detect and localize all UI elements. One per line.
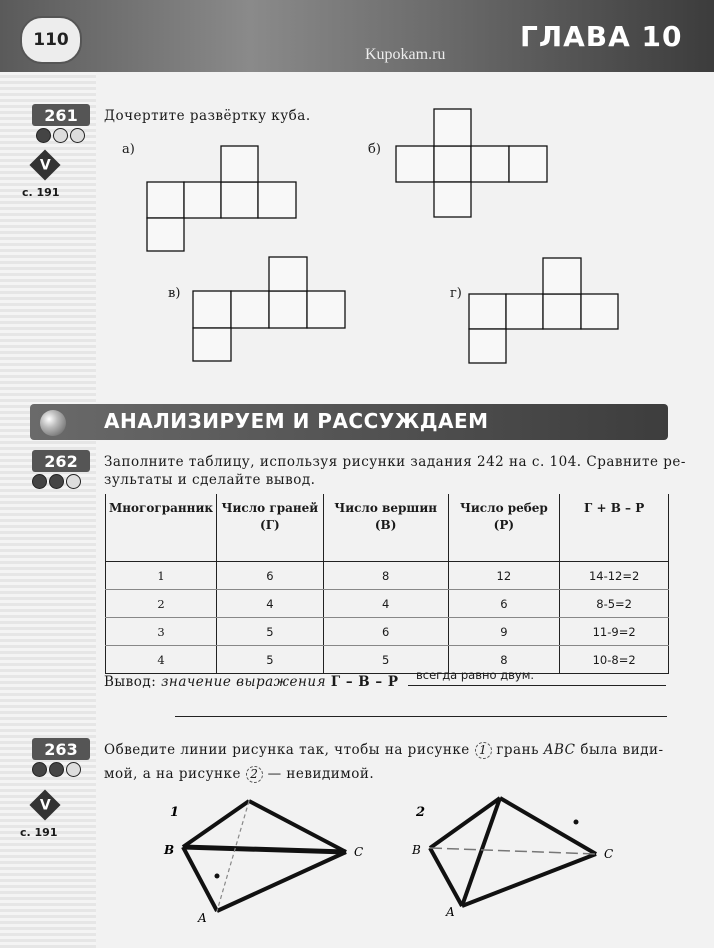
net-label-a: а) bbox=[122, 142, 135, 157]
task-mark-icon: V bbox=[29, 789, 60, 820]
vertex-label-a: A bbox=[198, 911, 207, 925]
difficulty-dot bbox=[49, 762, 64, 777]
table-row bbox=[106, 618, 669, 646]
table-header: Многогранник bbox=[106, 494, 217, 562]
answer-line bbox=[175, 716, 667, 717]
task-263-text-part: грань bbox=[496, 742, 539, 758]
vertex-label-a: A bbox=[446, 905, 455, 919]
tetrahedra-figure bbox=[0, 790, 714, 948]
table-cell: 4 bbox=[323, 590, 448, 618]
table-cell: 1 bbox=[106, 562, 217, 590]
table-cell: 4 bbox=[216, 590, 323, 618]
task-263-text-part: была види- bbox=[580, 742, 664, 758]
table-cell: 8 bbox=[448, 646, 560, 674]
table-row bbox=[106, 562, 669, 590]
difficulty-dot bbox=[32, 474, 47, 489]
table-header: Число вершин (В) bbox=[323, 494, 448, 562]
vertex-label-c: C bbox=[354, 845, 364, 859]
task-262-text-line2: зультаты и сделайте вывод. bbox=[104, 472, 316, 488]
conclusion-answer: всегда равно двум. bbox=[416, 668, 535, 682]
net-label-v: в) bbox=[168, 286, 181, 301]
cube-nets-figure bbox=[0, 0, 714, 400]
figure-1-number: 1 bbox=[170, 805, 180, 820]
section-title: АНАЛИЗИРУЕМ И РАССУЖДАЕМ bbox=[104, 409, 489, 433]
table-cell: 6 bbox=[448, 590, 560, 618]
chapter-title: ГЛАВА 10 bbox=[520, 20, 683, 53]
task-263-text bbox=[104, 738, 670, 786]
conclusion-label: Вывод: bbox=[104, 674, 157, 690]
face-name: ABC bbox=[543, 742, 576, 758]
table-cell: 10-8=2 bbox=[560, 646, 669, 674]
vertex-label-c: C bbox=[604, 847, 614, 861]
table-cell: 5 bbox=[216, 646, 323, 674]
net-label-b: б) bbox=[368, 142, 381, 157]
difficulty-dot bbox=[66, 474, 81, 489]
table-cell: 12 bbox=[448, 562, 560, 590]
table-cell: 4 bbox=[106, 646, 217, 674]
difficulty-dots bbox=[32, 474, 81, 489]
table-cell: 2 bbox=[106, 590, 217, 618]
section-ball-icon bbox=[40, 410, 66, 436]
task-263-text-part: — невидимой. bbox=[267, 766, 375, 782]
task-mark-icon: V bbox=[29, 149, 60, 180]
table-cell: 5 bbox=[216, 618, 323, 646]
table-cell: 8 bbox=[323, 562, 448, 590]
task-262-number: 262 bbox=[32, 450, 90, 472]
difficulty-dot bbox=[32, 762, 47, 777]
task-263-number: 263 bbox=[32, 738, 90, 760]
page-number: 110 bbox=[20, 16, 82, 64]
figure-ref-2: 2 bbox=[246, 766, 263, 783]
table-cell: 5 bbox=[323, 646, 448, 674]
conclusion-italic: значение выражения bbox=[161, 674, 327, 690]
table-cell: 6 bbox=[323, 618, 448, 646]
watermark-text: Kupokam.ru bbox=[365, 46, 446, 63]
task-261-number: 261 bbox=[32, 104, 90, 126]
table-header: Г + В – Р bbox=[560, 494, 669, 562]
vertex-label-b: B bbox=[164, 843, 175, 857]
table-header: Число ребер (Р) bbox=[448, 494, 560, 562]
difficulty-dot bbox=[66, 762, 81, 777]
cube-net-v bbox=[193, 257, 345, 361]
figure-2-number: 2 bbox=[416, 805, 426, 820]
task-261-text: Дочертите развёртку куба. bbox=[104, 108, 311, 124]
table-cell: 6 bbox=[216, 562, 323, 590]
table-header: Число граней (Г) bbox=[216, 494, 323, 562]
table-cell: 14-12=2 bbox=[560, 562, 669, 590]
conclusion-expression: Г – В – Р bbox=[330, 674, 399, 690]
table-row bbox=[106, 590, 669, 618]
task-262-text-line1: Заполните таблицу, используя рисунки задания 242 на с. 104. Сравните ре- bbox=[104, 454, 686, 470]
tetrahedron-2 bbox=[430, 798, 596, 906]
cube-net-g bbox=[469, 258, 618, 363]
polyhedra-table bbox=[105, 494, 669, 674]
figure-ref-1: 1 bbox=[475, 742, 492, 759]
difficulty-dot bbox=[49, 474, 64, 489]
cube-net-b bbox=[396, 109, 547, 217]
table-cell: 8-5=2 bbox=[560, 590, 669, 618]
cube-net-a bbox=[147, 146, 296, 251]
table-cell: 9 bbox=[448, 618, 560, 646]
tetrahedron-1 bbox=[183, 801, 346, 911]
page-reference: с. 191 bbox=[22, 186, 60, 199]
vertex-label-b: B bbox=[412, 843, 421, 857]
page-reference: с. 191 bbox=[20, 826, 58, 839]
difficulty-dots bbox=[32, 762, 81, 777]
task-263-text-part: мой, а на рисунке bbox=[104, 766, 241, 782]
task-263-text-part: Обведите линии рисунка так, чтобы на рисунке bbox=[104, 742, 470, 758]
table-header-row bbox=[106, 494, 669, 562]
table-cell: 11-9=2 bbox=[560, 618, 669, 646]
table-cell: 3 bbox=[106, 618, 217, 646]
net-label-g: г) bbox=[450, 286, 462, 301]
conclusion-text bbox=[104, 670, 399, 694]
answer-line bbox=[408, 685, 666, 686]
